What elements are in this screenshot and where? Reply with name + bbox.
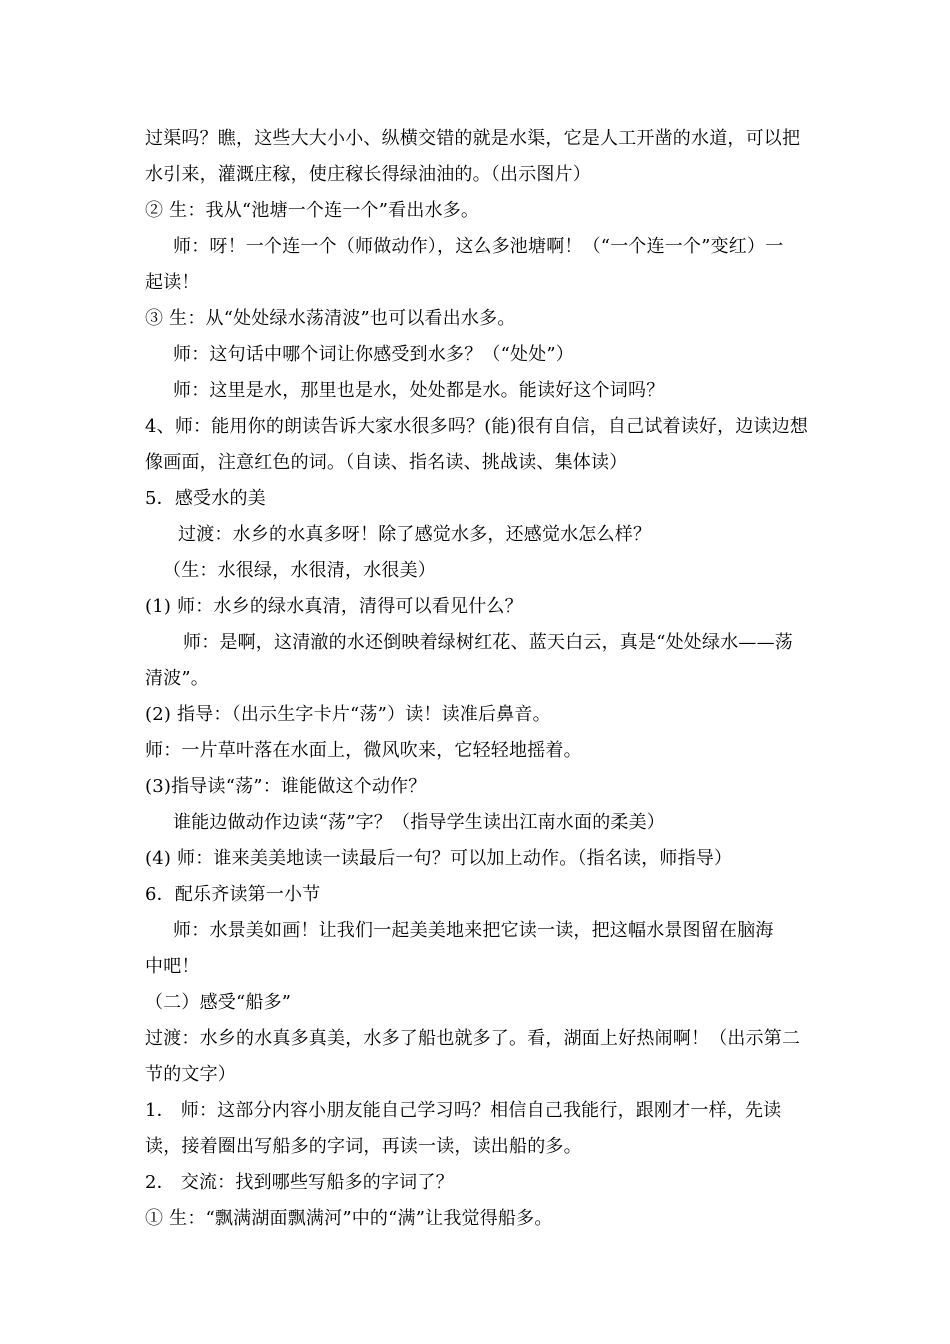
text-line: (3)指导读“荡”：谁能做这个动作？ (145, 776, 427, 797)
text-line: 师：呀！一个连一个（师做动作），这么多池塘啊！（“一个连一个”变红）一 (173, 236, 784, 257)
text-line: 4、师：能用你的朗读告诉大家水很多吗？(能)很有自信，自己试着读好，边读边想 (145, 416, 809, 437)
text-line: 过渡：水乡的水真多呀！除了感觉水多，还感觉水怎么样？ (178, 524, 652, 545)
text-line: 师：这里是水，那里也是水，处处都是水。能读好这个词吗？ (173, 380, 665, 401)
text-line: (2) 指导：（出示生字卡片“荡”）读！读准后鼻音。 (145, 704, 551, 725)
text-line: 1． 师：这部分内容小朋友能自己学习吗？相信自己我能行，跟刚才一样，先读 (145, 1100, 782, 1121)
text-line: 师：水景美如画！让我们一起美美地来把它读一读，把这幅水景图留在脑海 (173, 920, 774, 941)
section-heading: 6．配乐齐读第一小节 (145, 884, 321, 905)
text-line: 2． 交流：找到哪些写船多的字词了？ (145, 1172, 454, 1193)
text-line: 水引来，灌溉庄稼，使庄稼长得绿油油的。（出示图片） (145, 164, 591, 185)
text-line: 师：这句话中哪个词让你感受到水多？（“处处”） (173, 344, 575, 365)
text-line: 起读！ (145, 272, 200, 293)
text-line: ③ 生：从“处处绿水荡清波”也可以看出水多。 (145, 308, 516, 329)
section-heading: 5．感受水的美 (145, 488, 266, 509)
text-line: 节的文字） (145, 1064, 236, 1085)
section-heading: （二）感受“船多” (145, 992, 292, 1013)
text-line: （生：水很绿，水很清，水很美） (163, 560, 436, 581)
text-line: 中吧！ (145, 956, 200, 977)
text-line: 过渡：水乡的水真多真美，水多了船也就多了。看，湖面上好热闹啊！（出示第二 (145, 1028, 801, 1049)
text-line: 过渠吗？瞧，这些大大小小、纵横交错的就是水渠，它是人工开凿的水道，可以把 (145, 128, 801, 149)
text-line: 读，接着圈出写船多的字词，再读一读，读出船的多。 (145, 1136, 582, 1157)
text-line: 师：一片草叶落在水面上，微风吹来，它轻轻地摇着。 (145, 740, 582, 761)
text-line: (4) 师：谁来美美地读一读最后一句？可以加上动作。（指名读，师指导） (145, 848, 733, 869)
text-line: ② 生：我从“池塘一个连一个”看出水多。 (145, 200, 480, 221)
text-line: 清波”。 (145, 668, 210, 689)
text-line: 谁能边做动作边读“荡”字？（指导学生读出江南水面的柔美） (173, 812, 666, 833)
text-line: 师：是啊，这清澈的水还倒映着绿树红花、蓝天白云，真是“处处绿水——荡 (183, 632, 793, 653)
text-line: 像画面，注意红色的词。（自读、指名读、挑战读、集体读） (145, 452, 628, 473)
text-line: ① 生：“飘满湖面飘满河”中的“满”让我觉得船多。 (145, 1208, 553, 1229)
text-line: (1) 师：水乡的绿水真清，清得可以看见什么？ (145, 596, 523, 617)
